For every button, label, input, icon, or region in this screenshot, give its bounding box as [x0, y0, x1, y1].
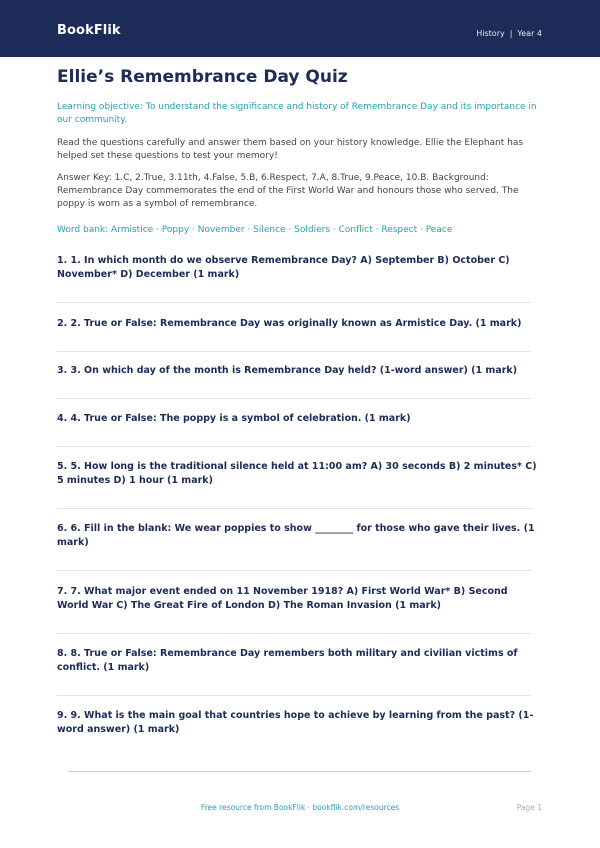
question-5: 5. 5. How long is the traditional silence held at 11:00 am? A) 30 seconds B) 2 minutes* C) 5 minutes D) 1 hour (1 mark) [57, 461, 537, 486]
question-2: 2. 2. True or False: Remembrance Day was originally known as Armistice Day. (1 mark) [57, 318, 522, 329]
page-header [0, 0, 600, 57]
meta-separator: | [509, 29, 513, 38]
answer-line-7 [57, 633, 531, 634]
footer-link[interactable]: Free resource from BookFlik · bookflik.com/resources [200, 803, 400, 812]
footer-divider [68, 771, 531, 772]
word-bank: Word bank: Armistice · Poppy · November · Silence · Soldiers · Conflict · Respect · Peace [57, 225, 453, 235]
answer-line-8 [57, 695, 531, 696]
answer-line-5 [57, 508, 531, 509]
header-meta [476, 29, 542, 38]
answer-line-4 [57, 446, 531, 447]
subject-label: History [476, 29, 505, 38]
answer-key: Answer Key: 1.C, 2.True, 3.11th, 4.False, 5.B, 6.Respect, 7.A, 8.True, 9.Peace, 10.B. Background: Remembrance Day commemorates the end of the First World War and honours those who served. The poppy is worn as a symbol of remembrance. [57, 173, 519, 209]
answer-line-1 [57, 302, 531, 303]
question-4: 4. 4. True or False: The poppy is a symbol of celebration. (1 mark) [57, 413, 411, 424]
question-6: 6. 6. Fill in the blank: We wear poppies to show ________ for those who gave their lives. (1 mark) [57, 523, 535, 548]
answer-line-3 [57, 398, 531, 399]
answer-line-2 [57, 351, 531, 352]
brand-logo-text[interactable]: BookFlik [57, 23, 121, 38]
question-8: 8. 8. True or False: Remembrance Day remembers both military and civilian victims of conflict. (1 mark) [57, 648, 518, 673]
question-7: 7. 7. What major event ended on 11 November 1918? A) First World War* B) Second World War C) The Great Fire of London D) The Roman Invasion (1 mark) [57, 586, 508, 611]
question-3: 3. 3. On which day of the month is Remembrance Day held? (1-word answer) (1 mark) [57, 365, 518, 376]
question-1: 1. 1. In which month do we observe Remembrance Day? A) September B) October C) November* D) December (1 mark) [57, 255, 510, 280]
page-number: Page 1 [516, 803, 542, 812]
answer-line-6 [57, 570, 531, 571]
page-title: Ellie’s Remembrance Day Quiz [57, 67, 348, 87]
intro-text: Read the questions carefully and answer them based on your history knowledge. Ellie the Elephant has helped set these questions to test your memory! [57, 138, 524, 161]
learning-objective: Learning objective: To understand the significance and history of Remembrance Day and its importance in our community. [57, 102, 537, 125]
year-label: Year 4 [517, 29, 542, 38]
question-9: 9. 9. What is the main goal that countries hope to achieve by learning from the past? (1-word answer) (1 mark) [57, 710, 534, 735]
